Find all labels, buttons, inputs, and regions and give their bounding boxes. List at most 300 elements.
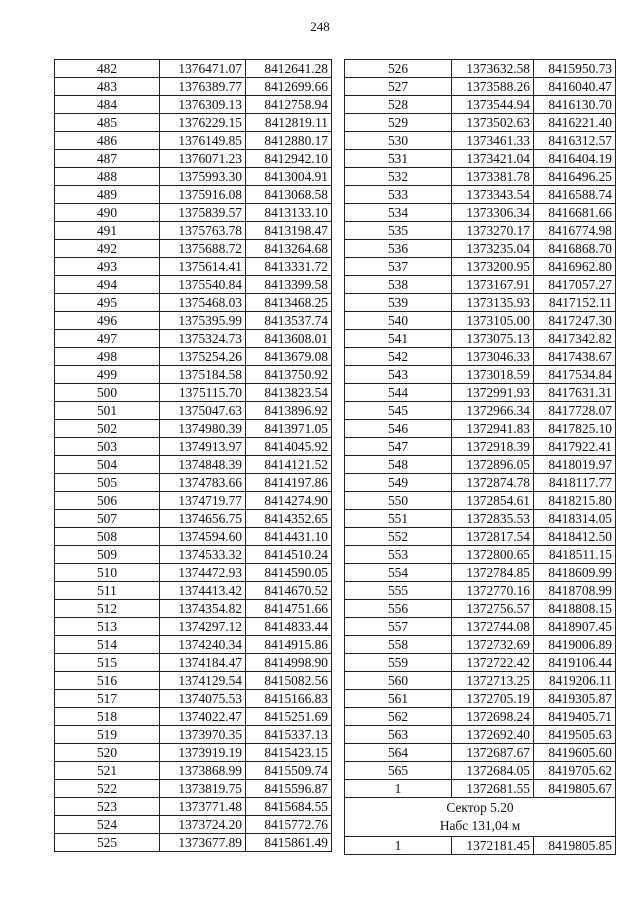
x-coordinate-cell: 1373135.93 — [452, 294, 534, 312]
point-number-cell: 497 — [55, 330, 160, 348]
y-coordinate-cell: 8418907.45 — [534, 618, 616, 636]
y-coordinate-cell: 8414590.05 — [246, 564, 332, 582]
y-coordinate-cell: 8414197.86 — [246, 474, 332, 492]
x-coordinate-cell: 1372770.16 — [452, 582, 534, 600]
table-row — [55, 600, 332, 618]
table-row — [345, 186, 616, 204]
table-row — [345, 114, 616, 132]
table-row — [55, 672, 332, 690]
x-coordinate-cell: 1373075.13 — [452, 330, 534, 348]
point-number-cell: 482 — [55, 60, 160, 78]
y-coordinate-cell: 8412880.17 — [246, 132, 332, 150]
point-number-cell: 484 — [55, 96, 160, 114]
y-coordinate-cell: 8414121.52 — [246, 456, 332, 474]
y-coordinate-cell: 8416868.70 — [534, 240, 616, 258]
table-row — [55, 114, 332, 132]
x-coordinate-cell: 1374848.39 — [160, 456, 246, 474]
point-number-cell: 493 — [55, 258, 160, 276]
y-coordinate-cell: 8418708.99 — [534, 582, 616, 600]
y-coordinate-cell: 8418215.80 — [534, 492, 616, 510]
point-number-cell: 510 — [55, 564, 160, 582]
sector-subtitle: Набс 131,04 м — [439, 818, 521, 833]
table-row — [55, 780, 332, 798]
point-number-cell: 505 — [55, 474, 160, 492]
table-row — [345, 708, 616, 726]
x-coordinate-cell: 1372687.67 — [452, 744, 534, 762]
point-number-cell: 507 — [55, 510, 160, 528]
y-coordinate-cell: 8413068.58 — [246, 186, 332, 204]
point-number-cell: 489 — [55, 186, 160, 204]
x-coordinate-cell: 1374184.47 — [160, 654, 246, 672]
table-row — [345, 60, 616, 78]
table-row — [345, 654, 616, 672]
y-coordinate-cell: 8412942.10 — [246, 150, 332, 168]
x-coordinate-cell: 1372918.39 — [452, 438, 534, 456]
point-number-cell: 533 — [345, 186, 452, 204]
y-coordinate-cell: 8412819.11 — [246, 114, 332, 132]
y-coordinate-cell: 8418808.15 — [534, 600, 616, 618]
table-row — [55, 258, 332, 276]
y-coordinate-cell: 8415337.13 — [246, 726, 332, 744]
x-coordinate-cell: 1372722.42 — [452, 654, 534, 672]
point-number-cell: 502 — [55, 420, 160, 438]
y-coordinate-cell: 8417342.82 — [534, 330, 616, 348]
x-coordinate-cell: 1372732.69 — [452, 636, 534, 654]
y-coordinate-cell: 8418609.99 — [534, 564, 616, 582]
x-coordinate-cell: 1373461.33 — [452, 132, 534, 150]
table-row — [345, 276, 616, 294]
point-number-cell: 526 — [345, 60, 452, 78]
x-coordinate-cell: 1373544.94 — [452, 96, 534, 114]
point-number-cell: 1 — [345, 780, 452, 798]
x-coordinate-cell: 1375993.30 — [160, 168, 246, 186]
point-number-cell: 535 — [345, 222, 452, 240]
table-row — [55, 456, 332, 474]
table-row — [345, 420, 616, 438]
point-number-cell: 537 — [345, 258, 452, 276]
point-number-cell: 490 — [55, 204, 160, 222]
point-number-cell: 483 — [55, 78, 160, 96]
y-coordinate-cell: 8415772.76 — [246, 816, 332, 834]
x-coordinate-cell: 1375184.58 — [160, 366, 246, 384]
table-row — [345, 780, 616, 798]
y-coordinate-cell: 8414833.44 — [246, 618, 332, 636]
y-coordinate-cell: 8413264.68 — [246, 240, 332, 258]
x-coordinate-cell: 1373677.89 — [160, 834, 246, 852]
x-coordinate-cell: 1372784.85 — [452, 564, 534, 582]
coordinates-table-left — [54, 59, 332, 852]
point-number-cell: 528 — [345, 96, 452, 114]
table-row — [55, 762, 332, 780]
point-number-cell: 557 — [345, 618, 452, 636]
table-row — [345, 600, 616, 618]
y-coordinate-cell: 8415423.15 — [246, 744, 332, 762]
y-coordinate-cell: 8413750.92 — [246, 366, 332, 384]
point-number-cell: 561 — [345, 690, 452, 708]
table-row — [345, 474, 616, 492]
point-number-cell: 1 — [345, 837, 452, 855]
table-row — [345, 672, 616, 690]
y-coordinate-cell: 8416221.40 — [534, 114, 616, 132]
y-coordinate-cell: 8416496.25 — [534, 168, 616, 186]
y-coordinate-cell: 8419405.71 — [534, 708, 616, 726]
point-number-cell: 529 — [345, 114, 452, 132]
x-coordinate-cell: 1373105.00 — [452, 312, 534, 330]
table-row — [55, 186, 332, 204]
point-number-cell: 525 — [55, 834, 160, 852]
point-number-cell: 540 — [345, 312, 452, 330]
y-coordinate-cell: 8417922.41 — [534, 438, 616, 456]
y-coordinate-cell: 8416312.57 — [534, 132, 616, 150]
y-coordinate-cell: 8414352.65 — [246, 510, 332, 528]
table-row — [55, 348, 332, 366]
x-coordinate-cell: 1372698.24 — [452, 708, 534, 726]
y-coordinate-cell: 8415596.87 — [246, 780, 332, 798]
table-row — [55, 330, 332, 348]
x-coordinate-cell: 1373632.58 — [452, 60, 534, 78]
x-coordinate-cell: 1372896.05 — [452, 456, 534, 474]
point-number-cell: 509 — [55, 546, 160, 564]
x-coordinate-cell: 1372854.61 — [452, 492, 534, 510]
y-coordinate-cell: 8413608.01 — [246, 330, 332, 348]
table-row — [345, 636, 616, 654]
point-number-cell: 517 — [55, 690, 160, 708]
table-row — [55, 204, 332, 222]
table-row — [345, 384, 616, 402]
table-row — [55, 384, 332, 402]
x-coordinate-cell: 1376229.15 — [160, 114, 246, 132]
y-coordinate-cell: 8413679.08 — [246, 348, 332, 366]
table-row — [55, 438, 332, 456]
x-coordinate-cell: 1373919.19 — [160, 744, 246, 762]
x-coordinate-cell: 1372941.83 — [452, 420, 534, 438]
table-row — [345, 528, 616, 546]
point-number-cell: 520 — [55, 744, 160, 762]
point-number-cell: 501 — [55, 402, 160, 420]
x-coordinate-cell: 1374075.53 — [160, 690, 246, 708]
table-row — [55, 276, 332, 294]
table-row — [55, 726, 332, 744]
table-row — [345, 564, 616, 582]
x-coordinate-cell: 1373771.48 — [160, 798, 246, 816]
x-coordinate-cell: 1374297.12 — [160, 618, 246, 636]
y-coordinate-cell: 8416130.70 — [534, 96, 616, 114]
x-coordinate-cell: 1373588.26 — [452, 78, 534, 96]
point-number-cell: 495 — [55, 294, 160, 312]
table-row — [55, 78, 332, 96]
point-number-cell: 488 — [55, 168, 160, 186]
table-row — [345, 204, 616, 222]
table-row — [345, 78, 616, 96]
y-coordinate-cell: 8412699.66 — [246, 78, 332, 96]
point-number-cell: 538 — [345, 276, 452, 294]
point-number-cell: 492 — [55, 240, 160, 258]
y-coordinate-cell: 8419605.60 — [534, 744, 616, 762]
y-coordinate-cell: 8412641.28 — [246, 60, 332, 78]
point-number-cell: 522 — [55, 780, 160, 798]
table-row — [55, 834, 332, 852]
y-coordinate-cell: 8412758.94 — [246, 96, 332, 114]
y-coordinate-cell: 8415861.49 — [246, 834, 332, 852]
table-row — [55, 312, 332, 330]
point-number-cell: 504 — [55, 456, 160, 474]
table-row — [345, 366, 616, 384]
table-row — [345, 402, 616, 420]
point-number-cell: 513 — [55, 618, 160, 636]
x-coordinate-cell: 1372692.40 — [452, 726, 534, 744]
table-row — [55, 96, 332, 114]
y-coordinate-cell: 8416681.66 — [534, 204, 616, 222]
x-coordinate-cell: 1376071.23 — [160, 150, 246, 168]
y-coordinate-cell: 8414510.24 — [246, 546, 332, 564]
y-coordinate-cell: 8419505.63 — [534, 726, 616, 744]
table-row — [55, 240, 332, 258]
table-row — [345, 96, 616, 114]
x-coordinate-cell: 1375540.84 — [160, 276, 246, 294]
point-number-cell: 556 — [345, 600, 452, 618]
table-row — [55, 60, 332, 78]
x-coordinate-cell: 1374472.93 — [160, 564, 246, 582]
point-number-cell: 551 — [345, 510, 452, 528]
point-number-cell: 496 — [55, 312, 160, 330]
x-coordinate-cell: 1373200.95 — [452, 258, 534, 276]
y-coordinate-cell: 8413823.54 — [246, 384, 332, 402]
table-row — [345, 438, 616, 456]
point-number-cell: 515 — [55, 654, 160, 672]
sector-title: Сектор 5.20 — [446, 800, 514, 815]
point-number-cell: 498 — [55, 348, 160, 366]
point-number-cell: 558 — [345, 636, 452, 654]
x-coordinate-cell: 1374533.32 — [160, 546, 246, 564]
y-coordinate-cell: 8416404.19 — [534, 150, 616, 168]
y-coordinate-cell: 8417631.31 — [534, 384, 616, 402]
x-coordinate-cell: 1373970.35 — [160, 726, 246, 744]
y-coordinate-cell: 8417825.10 — [534, 420, 616, 438]
y-coordinate-cell: 8417247.30 — [534, 312, 616, 330]
point-number-cell: 491 — [55, 222, 160, 240]
point-number-cell: 494 — [55, 276, 160, 294]
x-coordinate-cell: 1374129.54 — [160, 672, 246, 690]
y-coordinate-cell: 8416962.80 — [534, 258, 616, 276]
table-row — [345, 744, 616, 762]
table-row — [55, 366, 332, 384]
x-coordinate-cell: 1373167.91 — [452, 276, 534, 294]
x-coordinate-cell: 1374240.34 — [160, 636, 246, 654]
table-row — [345, 330, 616, 348]
x-coordinate-cell: 1375254.26 — [160, 348, 246, 366]
point-number-cell: 523 — [55, 798, 160, 816]
x-coordinate-cell: 1373421.04 — [452, 150, 534, 168]
y-coordinate-cell: 8416040.47 — [534, 78, 616, 96]
point-number-cell: 553 — [345, 546, 452, 564]
x-coordinate-cell: 1373381.78 — [452, 168, 534, 186]
table-row — [55, 492, 332, 510]
point-number-cell: 511 — [55, 582, 160, 600]
table-row — [345, 618, 616, 636]
point-number-cell: 506 — [55, 492, 160, 510]
y-coordinate-cell: 8417152.11 — [534, 294, 616, 312]
point-number-cell: 539 — [345, 294, 452, 312]
x-coordinate-cell: 1375763.78 — [160, 222, 246, 240]
point-number-cell: 542 — [345, 348, 452, 366]
y-coordinate-cell: 8415166.83 — [246, 690, 332, 708]
coordinates-table-right — [344, 59, 616, 855]
table-row — [345, 546, 616, 564]
y-coordinate-cell: 8415950.73 — [534, 60, 616, 78]
table-row — [345, 348, 616, 366]
point-number-cell: 486 — [55, 132, 160, 150]
x-coordinate-cell: 1375047.63 — [160, 402, 246, 420]
x-coordinate-cell: 1372817.54 — [452, 528, 534, 546]
table-row — [345, 168, 616, 186]
point-number-cell: 552 — [345, 528, 452, 546]
point-number-cell: 559 — [345, 654, 452, 672]
x-coordinate-cell: 1373868.99 — [160, 762, 246, 780]
y-coordinate-cell: 8418314.05 — [534, 510, 616, 528]
point-number-cell: 554 — [345, 564, 452, 582]
x-coordinate-cell: 1376149.85 — [160, 132, 246, 150]
x-coordinate-cell: 1372744.08 — [452, 618, 534, 636]
x-coordinate-cell: 1372705.19 — [452, 690, 534, 708]
x-coordinate-cell: 1373235.04 — [452, 240, 534, 258]
point-number-cell: 534 — [345, 204, 452, 222]
table-row — [55, 708, 332, 726]
table-row — [55, 636, 332, 654]
table-row — [55, 564, 332, 582]
table-row — [345, 222, 616, 240]
table-row — [55, 294, 332, 312]
point-number-cell: 547 — [345, 438, 452, 456]
table-row — [345, 582, 616, 600]
x-coordinate-cell: 1375916.08 — [160, 186, 246, 204]
y-coordinate-cell: 8418019.97 — [534, 456, 616, 474]
table-row — [55, 168, 332, 186]
table-row — [55, 582, 332, 600]
x-coordinate-cell: 1372713.25 — [452, 672, 534, 690]
x-coordinate-cell: 1376389.77 — [160, 78, 246, 96]
y-coordinate-cell: 8414998.90 — [246, 654, 332, 672]
point-number-cell: 563 — [345, 726, 452, 744]
y-coordinate-cell: 8419106.44 — [534, 654, 616, 672]
point-number-cell: 555 — [345, 582, 452, 600]
point-number-cell: 500 — [55, 384, 160, 402]
y-coordinate-cell: 8415251.69 — [246, 708, 332, 726]
x-coordinate-cell: 1373306.34 — [452, 204, 534, 222]
point-number-cell: 560 — [345, 672, 452, 690]
point-number-cell: 519 — [55, 726, 160, 744]
point-number-cell: 512 — [55, 600, 160, 618]
point-number-cell: 546 — [345, 420, 452, 438]
table-row — [55, 132, 332, 150]
x-coordinate-cell: 1372835.53 — [452, 510, 534, 528]
x-coordinate-cell: 1373046.33 — [452, 348, 534, 366]
y-coordinate-cell: 8419006.89 — [534, 636, 616, 654]
y-coordinate-cell: 8413004.91 — [246, 168, 332, 186]
y-coordinate-cell: 8413468.25 — [246, 294, 332, 312]
x-coordinate-cell: 1373819.75 — [160, 780, 246, 798]
x-coordinate-cell: 1376309.13 — [160, 96, 246, 114]
y-coordinate-cell: 8415082.56 — [246, 672, 332, 690]
y-coordinate-cell: 8415509.74 — [246, 762, 332, 780]
y-coordinate-cell: 8414915.86 — [246, 636, 332, 654]
x-coordinate-cell: 1372181.45 — [452, 837, 534, 855]
table-row — [345, 132, 616, 150]
table-row — [55, 816, 332, 834]
point-number-cell: 518 — [55, 708, 160, 726]
point-number-cell: 562 — [345, 708, 452, 726]
x-coordinate-cell: 1375468.03 — [160, 294, 246, 312]
x-coordinate-cell: 1375614.41 — [160, 258, 246, 276]
point-number-cell: 508 — [55, 528, 160, 546]
table-row — [345, 240, 616, 258]
x-coordinate-cell: 1374594.60 — [160, 528, 246, 546]
x-coordinate-cell: 1372991.93 — [452, 384, 534, 402]
table-row — [345, 510, 616, 528]
point-number-cell: 565 — [345, 762, 452, 780]
point-number-cell: 532 — [345, 168, 452, 186]
point-number-cell: 499 — [55, 366, 160, 384]
y-coordinate-cell: 8419305.87 — [534, 690, 616, 708]
x-coordinate-cell: 1372681.55 — [452, 780, 534, 798]
y-coordinate-cell: 8418412.50 — [534, 528, 616, 546]
point-number-cell: 531 — [345, 150, 452, 168]
point-number-cell: 521 — [55, 762, 160, 780]
table-row — [55, 150, 332, 168]
point-number-cell: 549 — [345, 474, 452, 492]
table-row — [55, 618, 332, 636]
y-coordinate-cell: 8416588.74 — [534, 186, 616, 204]
y-coordinate-cell: 8417728.07 — [534, 402, 616, 420]
x-coordinate-cell: 1375688.72 — [160, 240, 246, 258]
x-coordinate-cell: 1373724.20 — [160, 816, 246, 834]
y-coordinate-cell: 8414670.52 — [246, 582, 332, 600]
point-number-cell: 524 — [55, 816, 160, 834]
point-number-cell: 544 — [345, 384, 452, 402]
table-row — [55, 798, 332, 816]
x-coordinate-cell: 1374022.47 — [160, 708, 246, 726]
y-coordinate-cell: 8417057.27 — [534, 276, 616, 294]
x-coordinate-cell: 1372800.65 — [452, 546, 534, 564]
table-row — [55, 528, 332, 546]
x-coordinate-cell: 1373343.54 — [452, 186, 534, 204]
y-coordinate-cell: 8413198.47 — [246, 222, 332, 240]
point-number-cell: 514 — [55, 636, 160, 654]
point-number-cell: 487 — [55, 150, 160, 168]
table-row — [55, 474, 332, 492]
page-number: 248 — [310, 19, 330, 34]
y-coordinate-cell: 8416774.98 — [534, 222, 616, 240]
x-coordinate-cell: 1373270.17 — [452, 222, 534, 240]
y-coordinate-cell: 8414274.90 — [246, 492, 332, 510]
x-coordinate-cell: 1375115.70 — [160, 384, 246, 402]
table-row — [55, 654, 332, 672]
point-number-cell: 548 — [345, 456, 452, 474]
table-row — [55, 420, 332, 438]
table-row — [345, 294, 616, 312]
x-coordinate-cell: 1374913.97 — [160, 438, 246, 456]
point-number-cell: 536 — [345, 240, 452, 258]
x-coordinate-cell: 1374719.77 — [160, 492, 246, 510]
x-coordinate-cell: 1372756.57 — [452, 600, 534, 618]
y-coordinate-cell: 8413331.72 — [246, 258, 332, 276]
y-coordinate-cell: 8414045.92 — [246, 438, 332, 456]
y-coordinate-cell: 8414431.10 — [246, 528, 332, 546]
table-row — [345, 492, 616, 510]
table-row — [345, 726, 616, 744]
table-row — [345, 150, 616, 168]
table-row — [345, 456, 616, 474]
y-coordinate-cell: 8413971.05 — [246, 420, 332, 438]
